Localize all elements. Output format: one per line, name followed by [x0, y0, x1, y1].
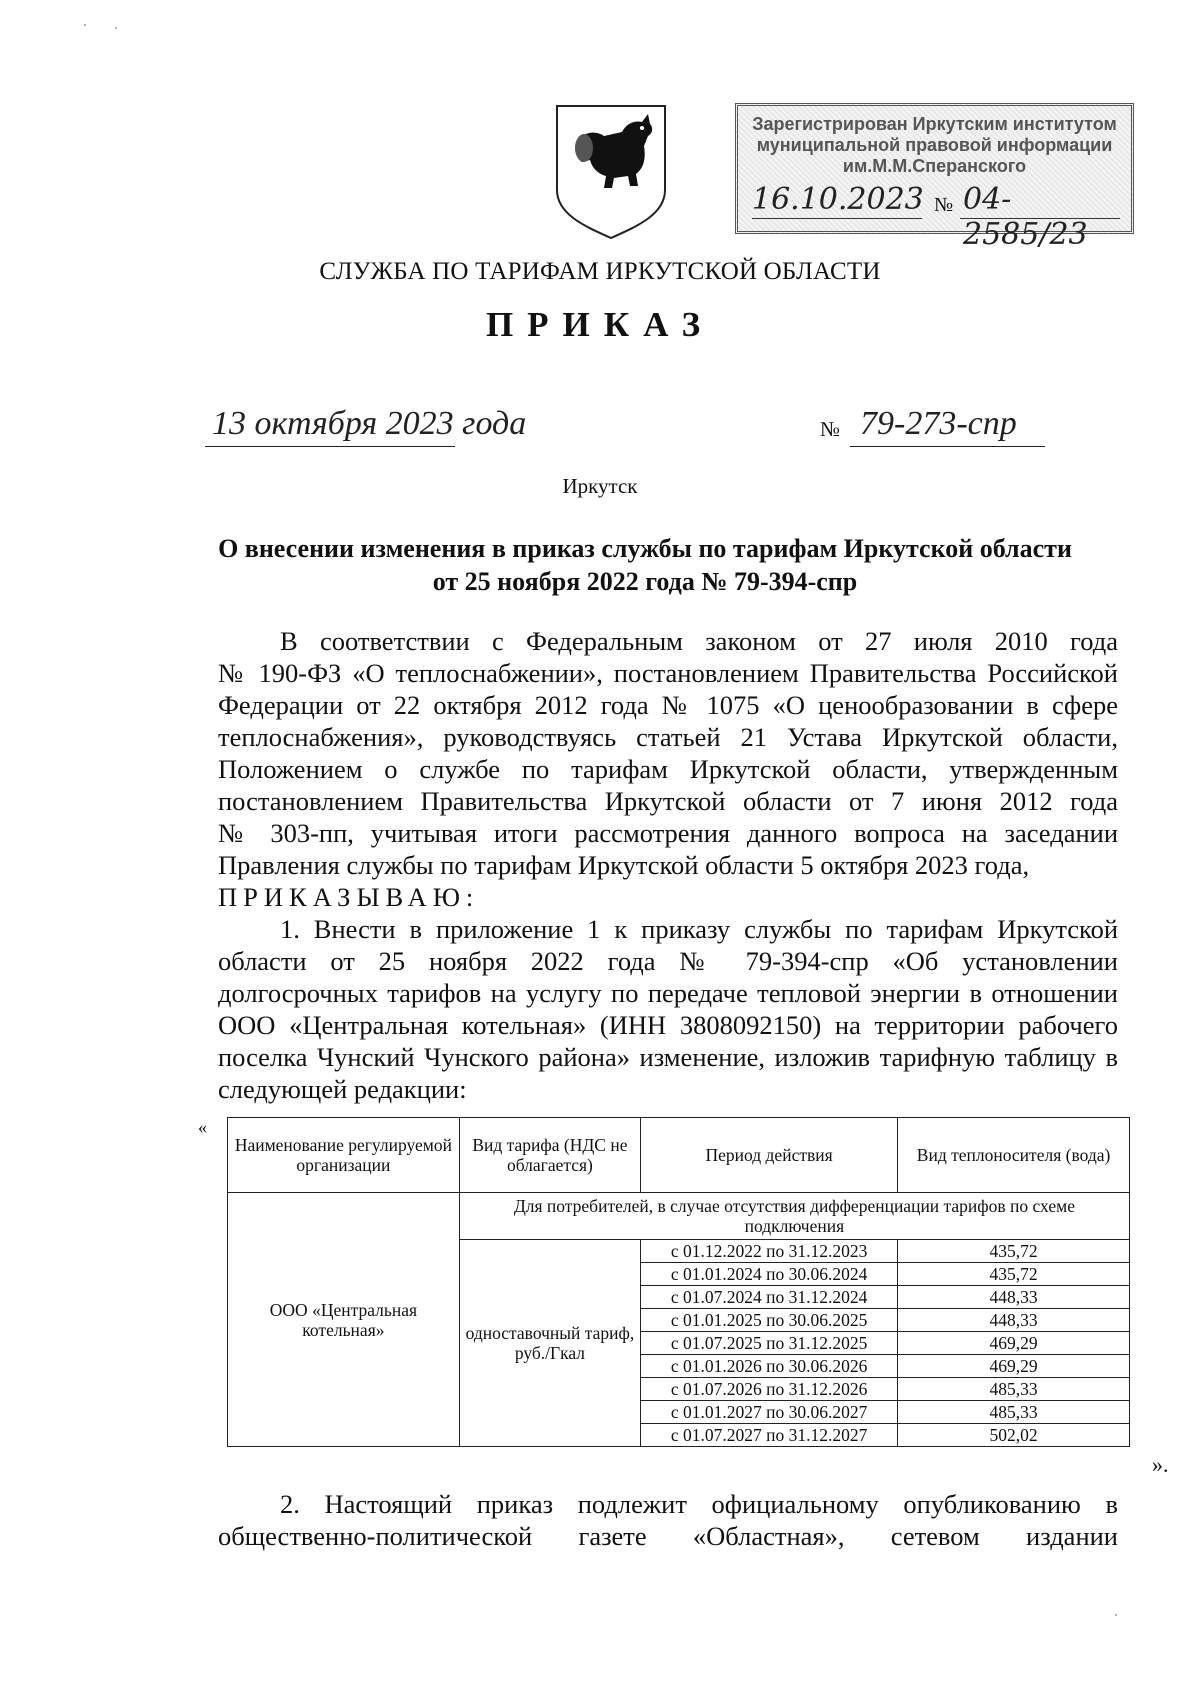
header-cell: Вид тарифа (НДС не облагается) — [459, 1118, 640, 1193]
intro-line: В соответствии с Федеральным законом от 27 июля 2010 года — [280, 626, 1118, 656]
header-cell: Период действия — [641, 1118, 898, 1193]
intro-line: Правления службы по тарифам Иркутской области 5 октября 2023 года, — [218, 850, 1030, 880]
value-cell: 435,72 — [898, 1263, 1130, 1286]
tariff-type-cell: одноставочный тариф, руб./Гкал — [459, 1240, 640, 1447]
organization-cell: ООО «Центральная котельная» — [228, 1193, 460, 1447]
stamp-line-3: им.М.М.Сперанского — [842, 156, 1027, 176]
stamp-reg-no-label: № — [934, 194, 954, 216]
stamp-line-1: Зарегистрирован Иркутским институтом — [752, 114, 1117, 134]
value-cell: 485,33 — [898, 1401, 1130, 1424]
period-cell: с 01.12.2022 по 31.12.2023 — [641, 1240, 898, 1263]
period-cell: с 01.07.2025 по 31.12.2025 — [641, 1332, 898, 1355]
organization-name: СЛУЖБА ПО ТАРИФАМ ИРКУТСКОЙ ОБЛАСТИ — [319, 258, 881, 285]
period-cell: с 01.07.2026 по 31.12.2026 — [641, 1378, 898, 1401]
doc-type: ПРИКАЗ — [485, 305, 715, 344]
order-title — [180, 532, 1110, 598]
command-word: ПРИКАЗЫВАЮ: — [218, 882, 480, 912]
period-cell: с 01.01.2024 по 30.06.2024 — [641, 1263, 898, 1286]
intro-line: постановлением Правительства Иркутской области от 7 июня 2012 года — [218, 786, 1118, 816]
quote-open: « — [198, 1117, 207, 1137]
header-cell: Вид теплоносителя (вода) — [898, 1118, 1130, 1193]
intro-line: № 190-ФЗ «О теплоснабжении», постановлением Правительства Российской — [218, 658, 1118, 688]
date-underline — [205, 446, 455, 447]
scan-speck — [84, 24, 86, 26]
intro-line: теплоснабжения», руководствуясь статьей 21 Устава Иркутской области, — [218, 722, 1118, 752]
intro-line: Положением о службе по тарифам Иркутской области, утвержденным — [218, 754, 1118, 784]
value-cell: 448,33 — [898, 1286, 1130, 1309]
period-cell: с 01.07.2027 по 31.12.2027 — [641, 1424, 898, 1447]
stamp-reg-no: 04-2585/23 — [963, 182, 1088, 252]
intro-line: № 303-пп, учитывая итоги рассмотрения данного вопроса на заседании — [218, 818, 1118, 848]
scan-speck — [115, 27, 117, 29]
coat-of-arms-icon — [552, 102, 670, 242]
period-cell: с 01.01.2027 по 30.06.2027 — [641, 1401, 898, 1424]
item1-line: следующей редакции: — [218, 1074, 467, 1104]
number-label: № — [820, 417, 841, 441]
header-cell: Наименование регулируемой организации — [228, 1118, 460, 1193]
title-line-1: О внесении изменения в приказ службы по тарифам Иркутской области — [218, 534, 1072, 563]
item1-line: долгосрочных тарифов на услугу по передаче тепловой энергии в отношении — [218, 978, 1118, 1008]
stamp-line-2: муниципальной правовой информации — [756, 135, 1113, 155]
value-cell: 448,33 — [898, 1309, 1130, 1332]
scan-speck — [1115, 1614, 1117, 1616]
item1-line: поселка Чунский Чунского района» изменение, изложив тарифную таблицу в — [218, 1042, 1118, 1072]
order-body — [218, 625, 1118, 1105]
item1-line: ООО «Центральная котельная» (ИНН 3808092150) на территории рабочего — [218, 1010, 1118, 1040]
city: Иркутск — [562, 474, 638, 498]
order-number: 79-273-спр — [860, 405, 1017, 442]
group-label-cell: Для потребителей, в случае отсутствия дифференциации тарифов по схеме подключения — [459, 1193, 1129, 1240]
tariff-table — [227, 1117, 1130, 1447]
period-cell: с 01.01.2025 по 30.06.2025 — [641, 1309, 898, 1332]
title-line-2: от 25 ноября 2022 года № 79-394-спр — [432, 567, 858, 596]
value-cell: 485,33 — [898, 1378, 1130, 1401]
value-cell: 469,29 — [898, 1332, 1130, 1355]
period-cell: с 01.07.2024 по 31.12.2024 — [641, 1286, 898, 1309]
item2-line: 2. Настоящий приказ подлежит официальному опубликованию в — [280, 1489, 1118, 1519]
number-underline — [850, 446, 1045, 447]
order-date: 13 октября 2023 года — [212, 405, 527, 442]
value-cell: 469,29 — [898, 1355, 1130, 1378]
value-cell: 435,72 — [898, 1240, 1130, 1263]
table-header-row — [228, 1118, 1130, 1193]
item1-line: области от 25 ноября 2022 года № 79-394-спр «Об установлении — [218, 946, 1118, 976]
table-row — [228, 1193, 1130, 1240]
period-cell: с 01.01.2026 по 30.06.2026 — [641, 1355, 898, 1378]
item2 — [218, 1488, 1118, 1552]
stamp-reg-date: 16.10.2023 — [752, 182, 924, 217]
quote-close: ». — [1152, 1452, 1169, 1477]
value-cell: 502,02 — [898, 1424, 1130, 1447]
intro-line: Федерации от 22 октября 2012 года № 1075 «О ценообразовании в сфере — [218, 690, 1118, 720]
registration-stamp — [735, 103, 1134, 252]
item1-line: 1. Внести в приложение 1 к приказу службы по тарифам Иркутской — [280, 914, 1118, 944]
item2-line: общественно-политической газете «Областная», сетевом издании — [218, 1521, 1118, 1551]
